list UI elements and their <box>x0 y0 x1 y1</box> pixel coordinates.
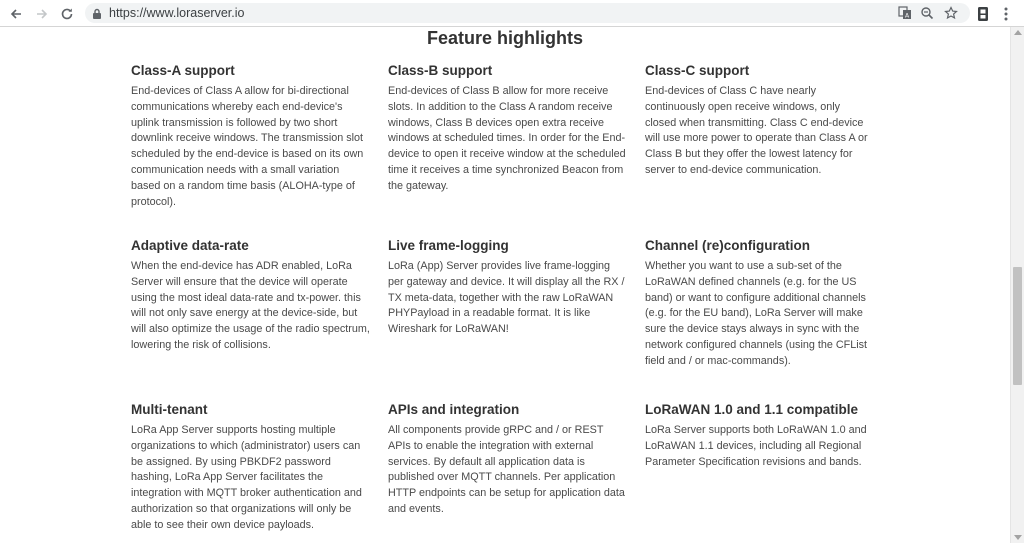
page-title: Feature highlights <box>426 28 583 48</box>
lock-icon[interactable] <box>92 7 102 25</box>
feature-title: Channel (re)configuration <box>645 238 810 253</box>
feature-class-c <box>645 63 891 238</box>
kebab-menu-icon[interactable] <box>997 5 1015 23</box>
url-text[interactable]: https://www.loraserver.io <box>109 6 245 20</box>
feature-title: Class-B support <box>388 63 493 78</box>
feature-class-a <box>131 63 388 238</box>
reload-icon[interactable] <box>55 0 79 27</box>
scroll-down-arrow-icon[interactable] <box>1014 535 1022 540</box>
feature-title: Adaptive data-rate <box>131 238 249 253</box>
feature-description: LoRa Server supports both LoRaWAN 1.0 and LoRaWAN 1.1 devices, including all Regional Parameter Specification revisions and bands. <box>645 424 867 468</box>
feature-title: Class-C support <box>645 63 750 78</box>
star-icon[interactable] <box>943 5 959 21</box>
feature-multi-tenant <box>131 402 388 543</box>
page-viewport <box>0 27 1010 543</box>
feature-title: APIs and integration <box>388 402 520 417</box>
address-bar[interactable] <box>85 3 970 23</box>
feature-title: Live frame-logging <box>388 238 509 253</box>
vertical-scrollbar[interactable] <box>1010 27 1024 543</box>
feature-description: End-devices of Class B allow for more receive slots. In addition to the Class A random receive windows, Class B devices open extra receive windows at scheduled times. In order for the End-device to open it receive window at the scheduled time it receives a time synchronized Beacon from the gateway. <box>388 85 626 192</box>
feature-title: LoRaWAN 1.0 and 1.1 compatible <box>645 402 859 417</box>
feature-description: LoRa (App) Server provides live frame-logging per gateway and device. It will display all the RX / TX meta-data, together with the raw LoRaWAN PHYPayload in a readable format. It is like Wireshark for LoRaWAN! <box>388 260 625 336</box>
feature-class-b <box>388 63 645 238</box>
feature-description: LoRa App Server supports hosting multiple organizations to which (administrator) users can be assigned. By using PBKDF2 password hashing, LoRa App Server facilitates the integration with MQTT broker authentication and authorization so that organizations will only be able to see their own device payloads. <box>131 424 362 531</box>
forward-arrow-icon[interactable] <box>30 0 54 27</box>
svg-text:A: A <box>905 12 910 20</box>
browser-toolbar <box>0 0 1024 27</box>
feature-description: All components provide gRPC and / or REST APIs to enable the integration with external services. By default all application data is published over MQTT channels. Per application HTTP endpoints can be setup for application data and events. <box>388 424 625 515</box>
feature-adaptive-data-rate <box>131 238 388 402</box>
feature-apis-integration <box>388 402 645 543</box>
feature-live-frame-logging <box>388 238 645 402</box>
feature-description: When the end-device has ADR enabled, LoRa Server will ensure that the device will operate using the most ideal data-rate and tx-power. this will not only save energy at the device-side, but will also optimize the usage of the radio spectrum, lowering the risk of collisions. <box>131 260 370 351</box>
back-arrow-icon[interactable] <box>4 0 28 27</box>
feature-description: End-devices of Class A allow for bi-directional communications whereby each end-device's uplink transmission is followed by two short downlink receive windows. The transmission slot scheduled by the end-device is based on its own communication needs with a small variation based on a random time basis (ALOHA-type of protocol). <box>131 85 364 208</box>
feature-lorawan-compatible <box>645 402 891 543</box>
translate-icon[interactable] <box>897 5 913 21</box>
feature-title: Multi-tenant <box>131 402 208 417</box>
scroll-thumb[interactable] <box>1013 267 1022 385</box>
feature-channel-reconfiguration <box>645 238 891 402</box>
feature-title: Class-A support <box>131 63 235 78</box>
scroll-up-arrow-icon[interactable] <box>1014 30 1022 35</box>
feature-description: End-devices of Class C have nearly continuously open receive windows, only closed when transmitting. Class C end-device will use more power to operate than Class A or Class B but they offer the lowest latency for server to end-device communication. <box>645 85 868 176</box>
zoom-icon[interactable] <box>919 5 935 21</box>
feature-grid <box>131 63 891 543</box>
extension-icon[interactable] <box>974 5 992 23</box>
feature-description: Whether you want to use a sub-set of the LoRaWAN defined channels (e.g. for the US band) or want to configure additional channels (e.g. for the EU band), LoRa Server will make sure the device stays always in sync with the network configured channels (using the CFList field and / or mac-commands). <box>645 260 868 367</box>
